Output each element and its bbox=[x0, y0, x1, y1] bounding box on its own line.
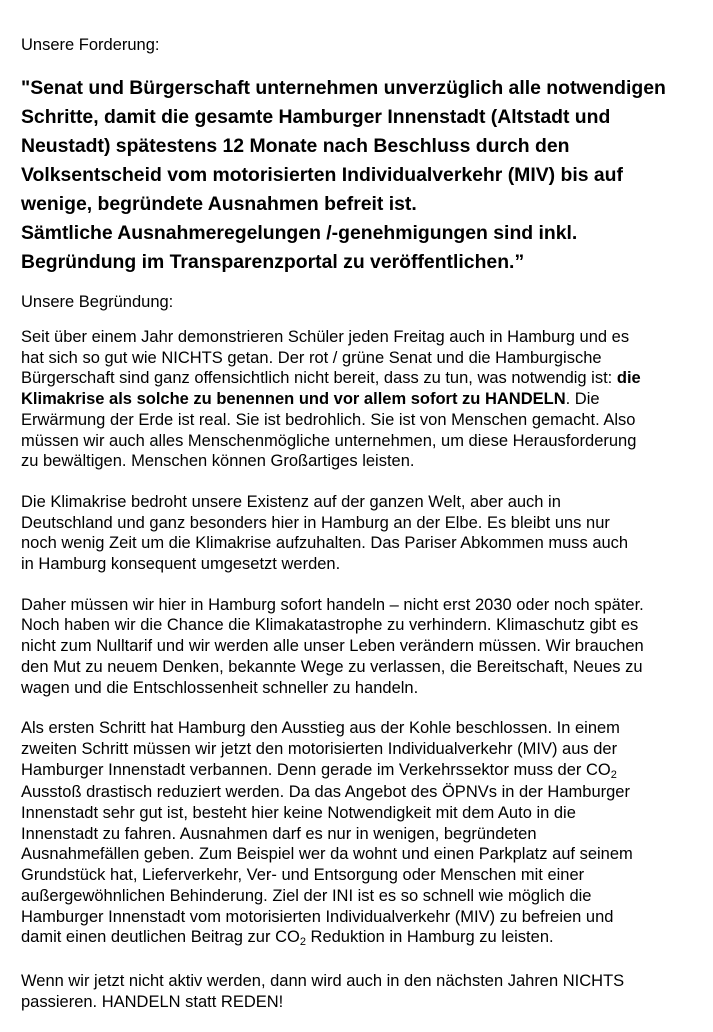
text-line: wagen und die Entschlossenheit schneller zu handeln. bbox=[21, 678, 419, 697]
text-line: Als ersten Schritt hat Hamburg den Ausstieg aus der Kohle beschlossen. In einem bbox=[21, 719, 620, 738]
text-line: Erwärmung der Erde ist real. Sie ist bedrohlich. Sie ist von Menschen gemacht. Also bbox=[21, 410, 636, 429]
text-line: zu bewältigen. Menschen können Großartiges leisten. bbox=[21, 452, 415, 471]
demand-line: Neustadt) spätestens 12 Monate nach Beschluss durch den bbox=[21, 135, 570, 157]
text-emphasis: Klimakrise als solche zu benennen und vor allem sofort zu HANDELN bbox=[21, 390, 566, 409]
text-emphasis: die bbox=[616, 369, 641, 388]
text-line: den Mut zu neuem Denken, bekannte Wege zu verlassen, die Bereitschaft, Neues zu bbox=[21, 657, 643, 676]
paragraph-3 bbox=[21, 595, 697, 699]
text-normal: Reduktion in Hamburg zu leisten. bbox=[305, 928, 554, 947]
paragraph-2 bbox=[21, 492, 697, 575]
demand-line: "Senat und Bürgerschaft unternehmen unverzüglich alle notwendigen bbox=[21, 77, 666, 99]
paragraph-5 bbox=[21, 971, 697, 1012]
text-line: passieren. HANDELN statt REDEN! bbox=[21, 992, 284, 1011]
paragraph-1 bbox=[21, 327, 697, 472]
text-line: nicht zum Nulltarif und wir werden alle unser Leben verändern müssen. Wir brauchen bbox=[21, 637, 644, 656]
demand-heading: Unsere Forderung: bbox=[21, 36, 160, 54]
demand-line: Sämtliche Ausnahmeregelungen /-genehmigungen sind inkl. bbox=[21, 222, 578, 244]
text-normal: damit einen deutlichen Beitrag zur CO bbox=[21, 928, 300, 947]
text-line: Ausnahmefällen geben. Zum Beispiel wer da wohnt und einen Parkplatz auf seinem bbox=[21, 845, 633, 864]
text-line: Deutschland und ganz besonders hier in Hamburg an der Elbe. Es bleibt uns nur bbox=[21, 513, 610, 532]
co2-subscript: 2 bbox=[610, 768, 617, 781]
demand-text bbox=[21, 74, 697, 277]
text-line: Noch haben wir die Chance die Klimakatastrophe zu verhindern. Klimaschutz gibt es bbox=[21, 616, 639, 635]
document-page bbox=[21, 34, 697, 1032]
text-normal: Bürgerschaft sind ganz offensichtlich nicht bereit, dass zu tun, was notwendig ist: bbox=[21, 369, 617, 388]
text-normal: . Die bbox=[565, 390, 600, 409]
text-line: müssen wir auch alles Menschenmögliche unternehmen, um diese Herausforderung bbox=[21, 431, 637, 450]
reason-heading: Unsere Begründung: bbox=[21, 293, 174, 311]
text-line bbox=[21, 927, 697, 950]
text-line: Innenstadt sehr gut ist, besteht hier keine Notwendigkeit mit dem Auto in die bbox=[21, 804, 576, 823]
text-line bbox=[21, 389, 697, 410]
demand-line: Volksentscheid vom motorisierten Individualverkehr (MIV) bis auf bbox=[21, 164, 623, 186]
demand-line: wenige, begründete Ausnahmen befreit ist. bbox=[21, 193, 417, 215]
co2-subscript: 2 bbox=[299, 936, 306, 949]
text-line: Hamburger Innenstadt vom motorisierten Individualverkehr (MIV) zu befreien und bbox=[21, 907, 614, 926]
text-normal: Hamburger Innenstadt verbannen. Denn gerade im Verkehrssektor muss der CO bbox=[21, 760, 611, 779]
text-line: Die Klimakrise bedroht unsere Existenz auf der ganzen Welt, aber auch in bbox=[21, 492, 561, 511]
demand-line: Begründung im Transparenzportal zu veröffentlichen.” bbox=[21, 251, 525, 273]
text-line: Wenn wir jetzt nicht aktiv werden, dann wird auch in den nächsten Jahren NICHTS bbox=[21, 971, 625, 990]
text-line: Ausstoß drastisch reduziert werden. Da das Angebot des ÖPNVs in der Hamburger bbox=[21, 783, 630, 802]
demand-line: Schritte, damit die gesamte Hamburger Innenstadt (Altstadt und bbox=[21, 106, 611, 128]
paragraph-4 bbox=[21, 718, 697, 950]
text-line: Daher müssen wir hier in Hamburg sofort handeln – nicht erst 2030 oder noch später. bbox=[21, 595, 644, 614]
text-line: außergewöhnlichen Behinderung. Ziel der INI ist es so schnell wie möglich die bbox=[21, 886, 592, 905]
text-line: noch wenig Zeit um die Klimakrise aufzuhalten. Das Pariser Abkommen muss auch bbox=[21, 534, 629, 553]
text-line bbox=[21, 368, 697, 389]
text-line: in Hamburg konsequent umgesetzt werden. bbox=[21, 555, 341, 574]
text-line bbox=[21, 760, 697, 783]
text-line: Grundstück hat, Lieferverkehr, Ver- und Entsorgung oder Menschen mit einer bbox=[21, 866, 585, 885]
text-line: Innenstadt zu fahren. Ausnahmen darf es nur in wenigen, begründeten bbox=[21, 824, 537, 843]
text-line: zweiten Schritt müssen wir jetzt den motorisierten Individualverkehr (MIV) aus der bbox=[21, 739, 618, 758]
text-line: Seit über einem Jahr demonstrieren Schüler jeden Freitag auch in Hamburg und es bbox=[21, 328, 630, 346]
text-line: hat sich so gut wie NICHTS getan. Der rot / grüne Senat und die Hamburgische bbox=[21, 348, 602, 367]
